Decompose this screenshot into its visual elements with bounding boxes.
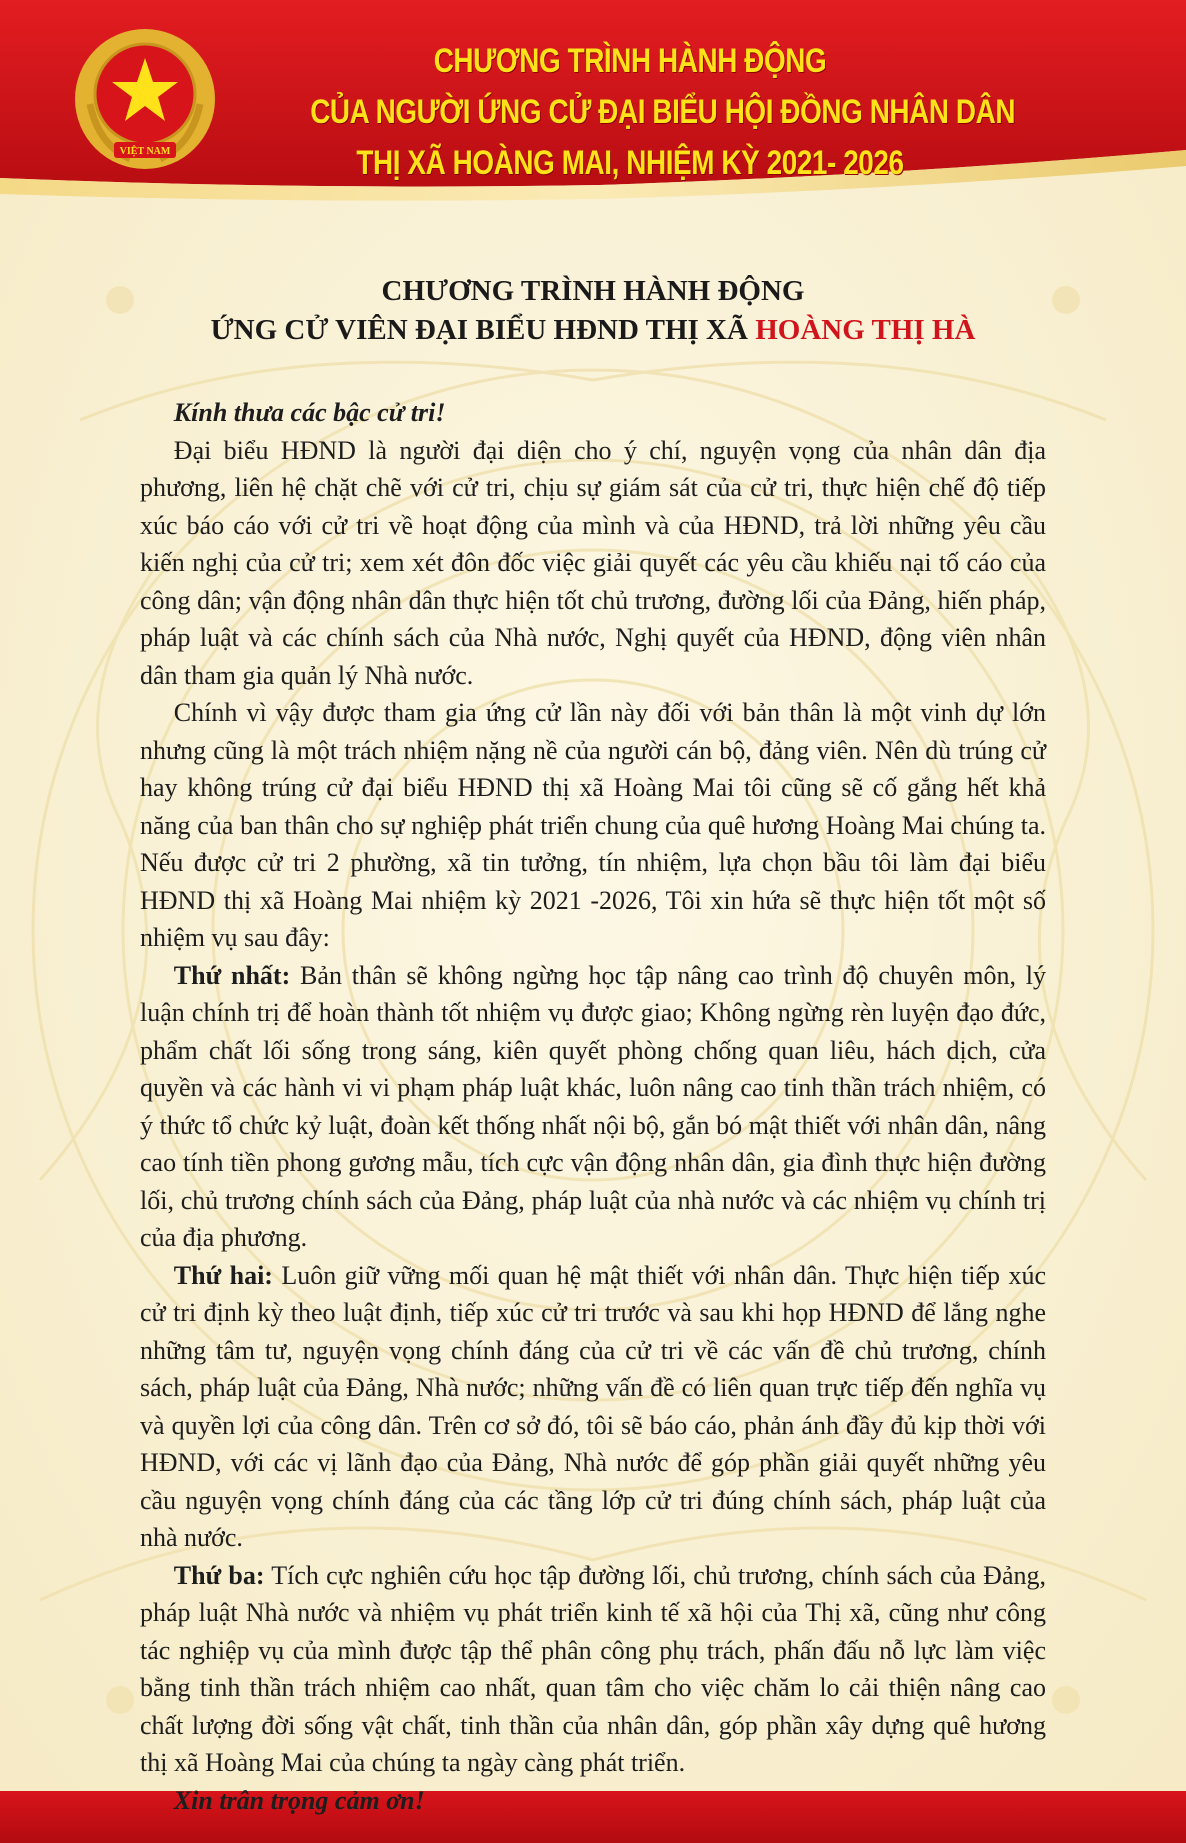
emblem-label: VIỆT NAM xyxy=(119,146,171,157)
title-line-2 xyxy=(0,311,1186,350)
banner-heading xyxy=(310,36,1016,189)
third-label: Thứ ba: xyxy=(173,1560,265,1590)
banner-line-3: THỊ XÃ HOÀNG MAI, NHIỆM KỲ 2021- 2026 xyxy=(356,144,904,182)
second-text: Luôn giữ vững mối quan hệ mật thiết với nhân dân. Thực hiện tiếp xúc cử tri định kỳ theo luật định, tiếp xúc cử tri trước và sau khi họp HĐND để lắng nghe những tâm tư, nguyện vọng chính đáng của cử tri về các vấn đề chủ trương, chính sách, pháp luật của Đảng, Nhà nước; những vấn đề có liên quan trực tiếp đến nghĩa vụ và quyền lợi của công dân. Trên cơ sở đó, tôi sẽ báo cáo, phản ánh đầy đủ kịp thời với HĐND, với các vị lãnh đạo của Đảng, Nhà nước để góp phần giải quyết những yêu cầu nguyện vọng chính đáng của các tầng lớp cử tri đúng chính sách, pháp luật của nhà nước. xyxy=(140,1260,1046,1552)
second-label: Thứ hai: xyxy=(173,1260,273,1290)
document-title xyxy=(0,272,1186,350)
first-label: Thứ nhất: xyxy=(173,960,291,990)
body-content xyxy=(140,394,1046,1819)
paragraph-second xyxy=(140,1257,1046,1557)
paragraph-first xyxy=(140,957,1046,1257)
header-banner xyxy=(0,0,1186,210)
national-emblem xyxy=(70,24,220,174)
first-text: Bản thân sẽ không ngừng học tập nâng cao trình độ chuyên môn, lý luận chính trị để hoàn thành tốt nhiệm vụ được giao; Không ngừng rèn luyện đạo đức, phẩm chất lối sống trong sáng, kiên quyết phòng chống quan liêu, hách dịch, cửa quyền và các hành vi vi phạm pháp luật khác, luôn nâng cao tinh thần trách nhiệm, có ý thức tổ chức kỷ luật, đoàn kết thống nhất nội bộ, gắn bó mật thiết với nhân dân, nâng cao tính tiền phong gương mẫu, tích cực vận động nhân dân, gia đình thực hiện đường lối, chủ trương chính sách của Đảng, pháp luật của nhà nước và các nhiệm vụ chính trị của địa phương. xyxy=(140,960,1047,1252)
title-line-1: CHƯƠNG TRÌNH HÀNH ĐỘNG xyxy=(381,275,805,307)
candidate-name: HOÀNG THỊ HÀ xyxy=(755,314,976,346)
paragraph-third xyxy=(140,1557,1046,1782)
closing: Xin trân trọng cảm ơn! xyxy=(173,1785,425,1815)
title-line-2-prefix: ỨNG CỬ VIÊN ĐẠI BIỂU HĐND THỊ XÃ xyxy=(210,314,748,346)
greeting: Kính thưa các bậc cử tri! xyxy=(173,398,446,427)
banner-line-1: CHƯƠNG TRÌNH HÀNH ĐỘNG xyxy=(433,42,827,80)
third-text: Tích cực nghiên cứu học tập đường lối, chủ trương, chính sách của Đảng, pháp luật Nhà nước và nhiệm vụ phát triển kinh tế xã hội của Thị xã, cũng như công tác nghiệp vụ của mình được tập thể phân công phụ trách, phấn đấu nỗ lực làm việc bằng tinh thần trách nhiệm cao nhất, quan tâm cho việc chăm lo cải thiện nâng cao chất lượng đời sống vật chất, tinh thần của nhân dân, góp phần xây dựng quê hương thị xã Hoàng Mai của chúng ta ngày càng phát triển. xyxy=(140,1560,1046,1777)
banner-line-2: CỦA NGƯỜI ỨNG CỬ ĐẠI BIỂU HỘI ĐỒNG NHÂN DÂN xyxy=(310,93,1016,131)
paragraph-commitment: Chính vì vậy được tham gia ứng cử lần này đối với bản thân là một vinh dự lớn nhưng cũng là một trách nhiệm nặng nề của người cán bộ, đảng viên. Nên dù trúng cử hay không trúng cử đại biểu HĐND thị xã Hoàng Mai tôi cũng sẽ cố gắng hết khả năng của ban thân cho sự nghiệp phát triển chung của quê hương Hoàng Mai chúng ta. Nếu được cử tri 2 phường, xã tin tưởng, tín nhiệm, lựa chọn bầu tôi làm đại biểu HĐND thị xã Hoàng Mai nhiệm kỳ 2021 -2026, Tôi xin hứa sẽ thực hiện tốt một số nhiệm vụ sau đây: xyxy=(140,698,1046,952)
paragraph-intro: Đại biểu HĐND là người đại diện cho ý chí, nguyện vọng của nhân dân địa phương, liên hệ chặt chẽ với cử tri, chịu sự giám sát của cử tri, thực hiện chế độ tiếp xúc báo cáo với cử tri về hoạt động của mình và của HĐND, trả lời những yêu cầu kiến nghị của cử tri; xem xét đôn đốc việc giải quyết các yêu cầu khiếu nại tố cáo của công dân; vận động nhân dân thực hiện tốt chủ trương, đường lối của Đảng, hiến pháp, pháp luật và các chính sách của Nhà nước, Nghị quyết của HĐND, động viên nhân dân tham gia quản lý Nhà nước. xyxy=(140,435,1046,690)
